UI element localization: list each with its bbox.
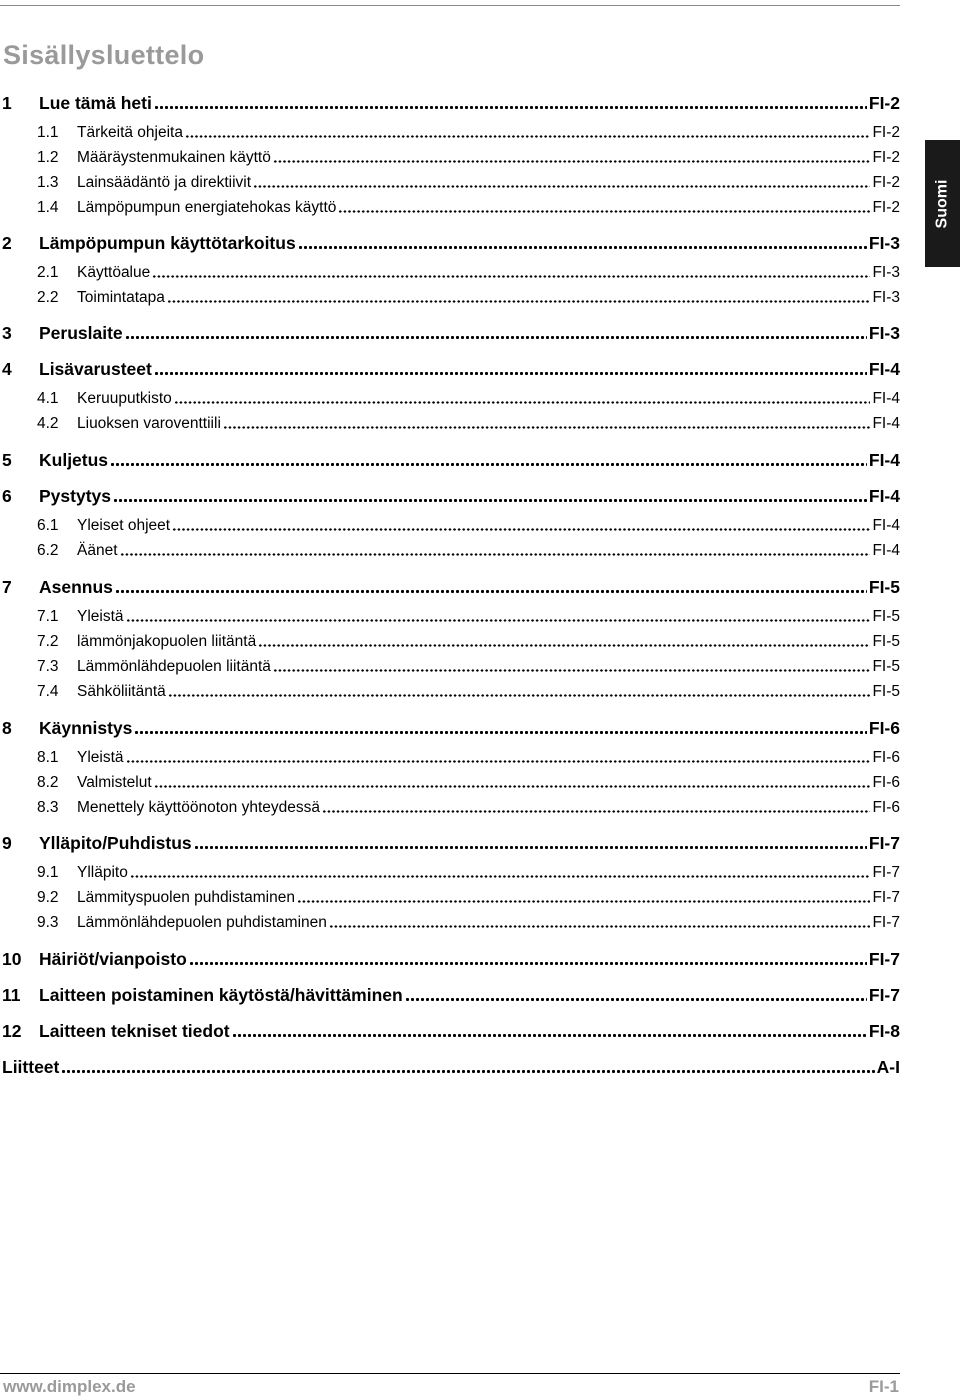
- toc-entry-number: 8: [2, 718, 12, 738]
- toc-entry-page: A-I: [876, 1057, 900, 1077]
- footer-url: www.dimplex.de: [3, 1377, 136, 1396]
- toc-entry-label: Lämmönlähdepuolen liitäntä: [77, 658, 271, 675]
- toc-entry-page: FI-4: [872, 542, 900, 559]
- toc-entry-label: Kuljetus: [39, 450, 109, 470]
- toc-entry-number: 9.2: [37, 889, 59, 906]
- toc-subentry: [0, 170, 900, 192]
- toc-entry-page: FI-2: [872, 174, 900, 191]
- toc-entry-number: 1.3: [37, 174, 59, 191]
- toc-entry-label: Yleistä: [77, 749, 124, 766]
- dot-leader: [154, 785, 871, 788]
- dot-leader: [174, 401, 871, 404]
- toc-entry-label: Lainsäädäntö ja direktiivit: [77, 174, 252, 191]
- toc-entry-label: Toimintatapa: [77, 289, 165, 306]
- toc-entry-number: 7.4: [37, 683, 59, 700]
- toc-subentry: [0, 745, 900, 767]
- toc-entry-number: 9.3: [37, 914, 59, 931]
- toc-entry-page: FI-4: [868, 450, 900, 470]
- dot-leader: [61, 1069, 874, 1074]
- toc-entry: [0, 948, 900, 970]
- toc-entry-page: FI-6: [872, 749, 900, 766]
- toc-entry-number: 2.1: [37, 264, 59, 281]
- toc-entry-page: FI-3: [872, 289, 900, 306]
- toc-entry-page: FI-4: [868, 486, 900, 506]
- toc-subentry: [0, 860, 900, 882]
- dot-leader: [194, 845, 867, 850]
- toc-entry-page: FI-3: [872, 264, 900, 281]
- toc-entry-number: 9.1: [37, 864, 59, 881]
- dot-leader: [126, 619, 871, 622]
- toc-entry-label: Yleistä: [77, 608, 124, 625]
- toc-entry-page: FI-2: [872, 199, 900, 216]
- toc-entry-number: 5: [2, 450, 12, 470]
- toc-entry-number: 7.2: [37, 633, 59, 650]
- toc-entry-number: 7: [2, 577, 12, 597]
- toc-entry-label: Lämpöpumpun käyttötarkoitus: [39, 233, 296, 253]
- toc-entry-page: FI-3: [868, 233, 900, 253]
- toc-entry-page: FI-3: [868, 323, 900, 343]
- dot-leader: [110, 462, 867, 467]
- toc-entry-page: FI-2: [872, 124, 900, 141]
- language-tab: [925, 140, 960, 267]
- dot-leader: [329, 925, 871, 928]
- toc-entry-page: FI-6: [872, 774, 900, 791]
- toc-entry-number: 4: [2, 359, 12, 379]
- toc-entry-page: FI-6: [868, 718, 900, 738]
- toc-subentry: [0, 629, 900, 651]
- toc-entry-label: Lisävarusteet: [39, 359, 152, 379]
- toc-entry-label: Käyttöalue: [77, 264, 151, 281]
- toc-entry-label: Laitteen tekniset tiedot: [39, 1021, 230, 1041]
- toc-entry-page: FI-5: [872, 658, 900, 675]
- dot-leader: [338, 210, 870, 213]
- toc-subentry: [0, 195, 900, 217]
- toc-entry-page: FI-5: [872, 608, 900, 625]
- toc-entry: [0, 576, 900, 598]
- dot-leader: [154, 371, 867, 376]
- toc-entry: [0, 358, 900, 380]
- toc-entry-number: 3: [2, 323, 12, 343]
- toc-entry: [0, 1056, 900, 1078]
- toc-entry-label: Käynnistys: [39, 718, 133, 738]
- toc-entry-number: 1: [2, 93, 12, 113]
- toc-entry-number: 8.2: [37, 774, 59, 791]
- toc-subentry: [0, 604, 900, 626]
- toc-entry-number: 12: [2, 1021, 22, 1041]
- toc-entry-number: 2.2: [37, 289, 59, 306]
- toc-entry-page: FI-7: [872, 889, 900, 906]
- toc-entry-label: Ylläpito/Puhdistus: [39, 833, 192, 853]
- toc-subentry: [0, 770, 900, 792]
- footer-page-number: FI-1: [868, 1377, 899, 1396]
- toc-entry-page: FI-7: [868, 833, 900, 853]
- toc-subentry: [0, 386, 900, 408]
- toc-entry-label: Peruslaite: [39, 323, 123, 343]
- dot-leader: [154, 105, 867, 110]
- toc-entry-page: FI-2: [868, 93, 900, 113]
- bottom-rule: [0, 1373, 900, 1374]
- toc-entry-number: 9: [2, 833, 12, 853]
- toc-entry: [0, 1020, 900, 1042]
- toc-subentry: [0, 260, 900, 282]
- dot-leader: [232, 1033, 867, 1038]
- toc-subentry: [0, 910, 900, 932]
- toc-entry-label: Määräystenmukainen käyttö: [77, 149, 271, 166]
- toc-entry-label: Asennus: [39, 577, 113, 597]
- toc-entry-label: Yleiset ohjeet: [77, 517, 171, 534]
- toc-entry-page: FI-4: [872, 517, 900, 534]
- dot-leader: [113, 498, 867, 503]
- toc-entry-label: Ylläpito: [77, 864, 128, 881]
- toc-entry-number: 11: [2, 985, 21, 1005]
- toc-entry-label: Pystytys: [39, 486, 111, 506]
- toc-entry-page: FI-2: [872, 149, 900, 166]
- toc-entry-page: FI-7: [868, 985, 900, 1005]
- toc-entry-label: Liuoksen varoventtiili: [77, 415, 221, 432]
- dot-leader: [120, 553, 871, 556]
- toc-subentry: [0, 679, 900, 701]
- page-title: Sisällysluettelo: [3, 40, 205, 70]
- toc-entry-label: Lämpöpumpun energiatehokas käyttö: [77, 199, 337, 216]
- dot-leader: [125, 335, 867, 340]
- toc-subentry: [0, 654, 900, 676]
- toc-entry-label: Lue tämä heti: [39, 93, 152, 113]
- dot-leader: [130, 875, 871, 878]
- dot-leader: [115, 589, 867, 594]
- dot-leader: [167, 300, 871, 303]
- toc-entry-number: 7.1: [37, 608, 59, 625]
- toc-entry: [0, 449, 900, 471]
- toc-subentry: [0, 120, 900, 142]
- toc-entry-page: FI-5: [872, 633, 900, 650]
- toc-entry-page: FI-8: [868, 1021, 900, 1041]
- toc-entry-page: FI-4: [872, 415, 900, 432]
- toc-subentry: [0, 145, 900, 167]
- toc-entry-label: Häiriöt/vianpoisto: [39, 949, 187, 969]
- dot-leader: [134, 730, 867, 735]
- toc-subentry: [0, 411, 900, 433]
- dot-leader: [297, 900, 870, 903]
- dot-leader: [126, 760, 871, 763]
- toc-entry-label: Keruuputkisto: [77, 390, 172, 407]
- toc-entry-page: FI-7: [872, 914, 900, 931]
- toc-subentry: [0, 285, 900, 307]
- dot-leader: [273, 160, 871, 163]
- toc-entry-label: Tärkeitä ohjeita: [77, 124, 183, 141]
- dot-leader: [258, 644, 870, 647]
- dot-leader: [152, 275, 870, 278]
- toc-entry-label: lämmönjakopuolen liitäntä: [77, 633, 257, 650]
- toc-entry-label: Sähköliitäntä: [77, 683, 166, 700]
- dot-leader: [273, 669, 871, 672]
- toc-entry-page: FI-5: [868, 577, 900, 597]
- toc-subentry: [0, 885, 900, 907]
- toc-entry: [0, 485, 900, 507]
- toc-entry-number: 2: [2, 233, 12, 253]
- toc-entry-number: 7.3: [37, 658, 59, 675]
- toc-entry-number: 4.1: [37, 390, 59, 407]
- toc-entry-label: Menettely käyttöönoton yhteydessä: [77, 799, 320, 816]
- dot-leader: [189, 961, 867, 966]
- dot-leader: [322, 810, 870, 813]
- toc-entry-label: Valmistelut: [77, 774, 152, 791]
- toc-entry-label: Lämmönlähdepuolen puhdistaminen: [77, 914, 327, 931]
- toc-entry-number: 6.1: [37, 517, 59, 534]
- toc-entry-number: 4.2: [37, 415, 59, 432]
- toc-entry: [0, 232, 900, 254]
- language-tab-label: Suomi: [933, 179, 951, 228]
- toc-subentry: [0, 538, 900, 560]
- toc-entry-page: FI-4: [872, 390, 900, 407]
- toc-entry: [0, 322, 900, 344]
- toc-entry-label: Liitteet: [2, 1057, 60, 1077]
- toc-entry-number: 1.1: [37, 124, 59, 141]
- toc-entry-page: FI-6: [872, 799, 900, 816]
- toc-subentry: [0, 513, 900, 535]
- dot-leader: [253, 185, 870, 188]
- dot-leader: [223, 426, 871, 429]
- toc-entry: [0, 984, 900, 1006]
- toc-entry: [0, 92, 900, 114]
- toc-entry-label: Laitteen poistaminen käytöstä/hävittäminen: [39, 985, 403, 1005]
- toc-entry-label: Äänet: [77, 542, 118, 559]
- toc-subentry: [0, 795, 900, 817]
- toc-entry-number: 10: [2, 949, 22, 969]
- toc-entry: [0, 832, 900, 854]
- toc-entry-number: 8.1: [37, 749, 59, 766]
- toc-entry-page: FI-7: [872, 864, 900, 881]
- toc-entry-label: Lämmityspuolen puhdistaminen: [77, 889, 295, 906]
- toc-entry-number: 1.2: [37, 149, 59, 166]
- toc-entry-page: FI-4: [868, 359, 900, 379]
- toc-entry-page: FI-7: [868, 949, 900, 969]
- toc-entry-number: 6: [2, 486, 12, 506]
- dot-leader: [168, 694, 871, 697]
- toc-entry-number: 6.2: [37, 542, 59, 559]
- toc-entry: [0, 717, 900, 739]
- toc-entry-number: 1.4: [37, 199, 59, 216]
- dot-leader: [172, 528, 870, 531]
- dot-leader: [185, 135, 870, 138]
- dot-leader: [405, 997, 867, 1002]
- dot-leader: [298, 245, 867, 250]
- toc-entry-number: 8.3: [37, 799, 59, 816]
- toc-entry-page: FI-5: [872, 683, 900, 700]
